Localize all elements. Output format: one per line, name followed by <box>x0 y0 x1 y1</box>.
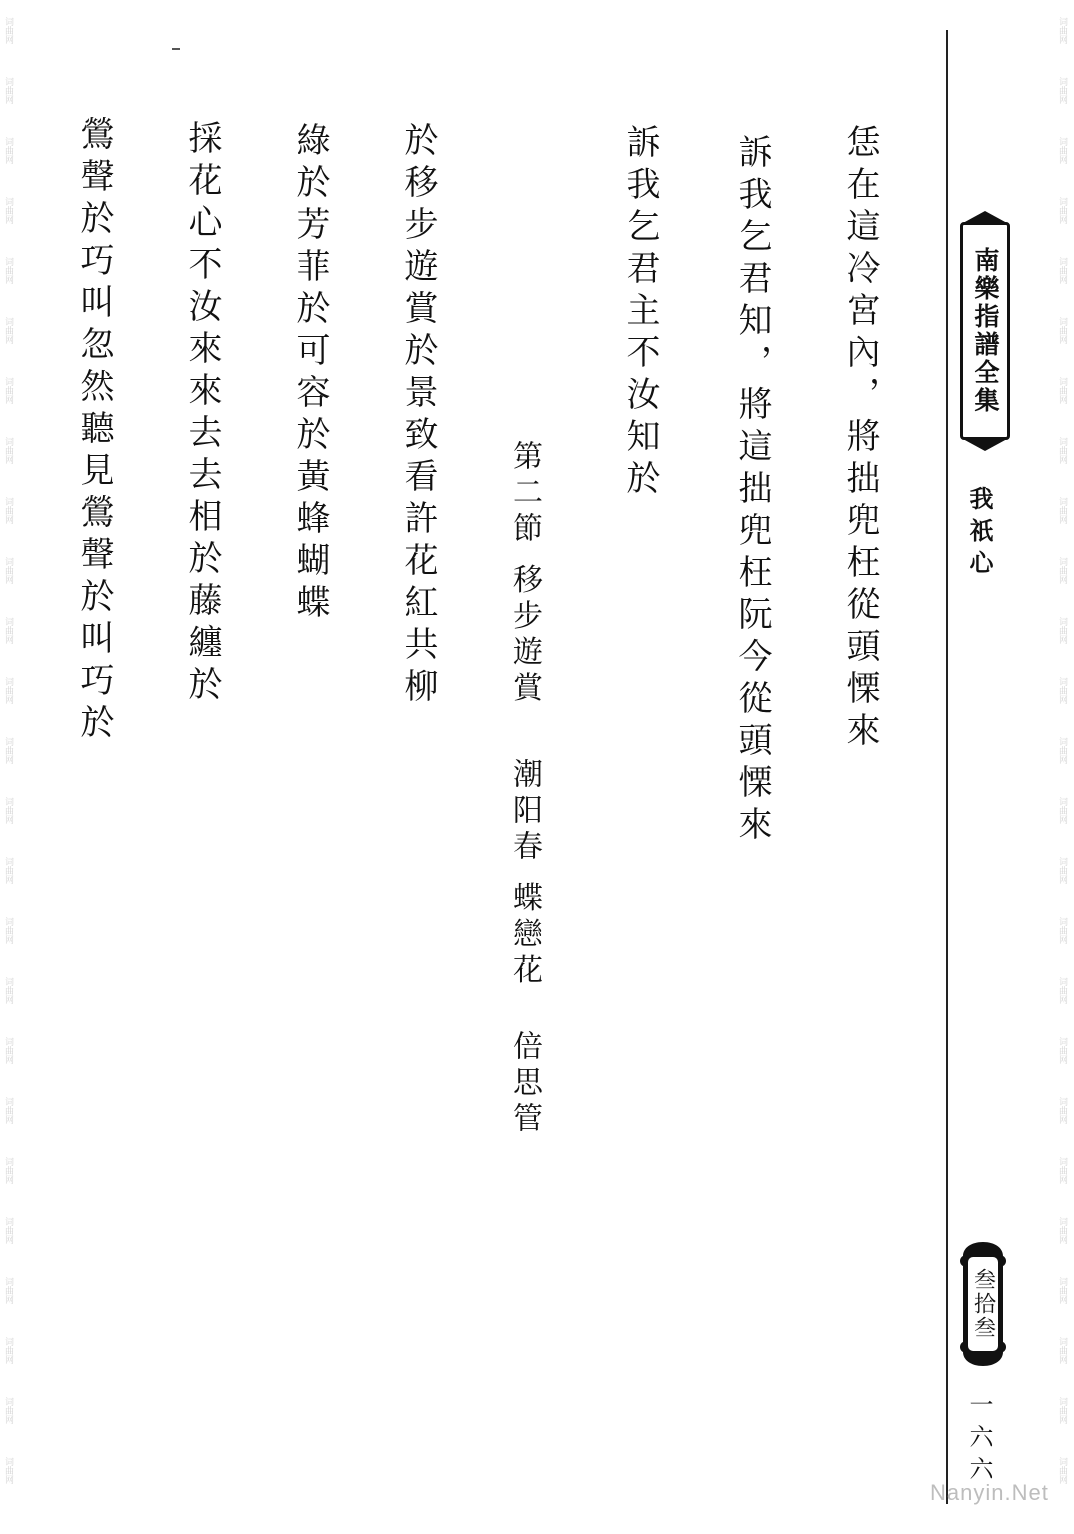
watermark-text: 词曲网 <box>3 976 13 1004</box>
watermark-text: 词曲网 <box>1057 1336 1067 1364</box>
watermark-text: 词曲网 <box>1057 496 1067 524</box>
watermark-text: 词曲网 <box>3 1276 13 1304</box>
page-number: 一六六 <box>965 1392 993 1488</box>
watermark-text: 词曲网 <box>3 1336 13 1364</box>
watermark-text: 词曲网 <box>3 376 13 404</box>
lyric-column-2 <box>732 134 772 848</box>
watermark-text: 词曲网 <box>1057 376 1067 404</box>
lyric-column-1 <box>840 124 880 754</box>
watermark-text: 词曲网 <box>3 676 13 704</box>
watermark-text: 词曲网 <box>1057 1156 1067 1184</box>
lyric-text: 採花心不汝來來去去相於藤纏於 <box>182 120 222 708</box>
watermark-text: 词曲网 <box>1057 196 1067 224</box>
watermark-text: 词曲网 <box>1057 436 1067 464</box>
watermark-text: 词曲网 <box>1057 616 1067 644</box>
watermark-text: 词曲网 <box>1057 256 1067 284</box>
watermark-text: 词曲网 <box>3 1396 13 1424</box>
crop-mark <box>172 48 180 50</box>
lyric-column-3 <box>620 124 660 502</box>
watermark-text: 词曲网 <box>1057 1096 1067 1124</box>
book-title: 南樂指譜全集 <box>971 247 1000 415</box>
mode-name: 倍思管 <box>507 1030 542 1138</box>
watermark-text: 词曲网 <box>3 1456 13 1484</box>
watermark-text: 词曲网 <box>1057 136 1067 164</box>
mode-heading <box>506 1030 542 1138</box>
lyric-text: 恁在這冷宮內，將拙兜枉從頭慄來 <box>840 124 880 754</box>
watermark-text: 词曲网 <box>3 856 13 884</box>
book-title-frame <box>960 222 1010 440</box>
watermark-text: 词曲网 <box>1057 316 1067 344</box>
margin-divider <box>946 30 948 1504</box>
watermark-text: 词曲网 <box>3 556 13 584</box>
section-heading <box>506 440 542 708</box>
site-watermark: Nanyin.Net <box>930 1480 1049 1505</box>
watermark-text: 词曲网 <box>3 1156 13 1184</box>
watermark-text: 词曲网 <box>3 436 13 464</box>
watermark-text: 词曲网 <box>3 256 13 284</box>
piece-title: 我祇心 <box>965 486 993 582</box>
watermark-text: 词曲网 <box>1057 76 1067 104</box>
section-title: 第二節 移步遊賞 <box>507 440 542 708</box>
watermark-text: 词曲网 <box>1057 556 1067 584</box>
lyric-text: 鶯聲於巧叫忽然聽見鶯聲於叫巧於 <box>74 116 114 746</box>
watermark-text: 词曲网 <box>1057 676 1067 704</box>
lyric-text: 於移步遊賞於景致看許花紅共柳 <box>398 122 438 710</box>
watermark-text: 词曲网 <box>1057 1036 1067 1064</box>
watermark-text: 词曲网 <box>1057 1456 1067 1484</box>
watermark-text: 词曲网 <box>1057 796 1067 824</box>
watermark-text: 词曲网 <box>3 496 13 524</box>
watermark-text: 词曲网 <box>1057 736 1067 764</box>
watermark-text: 词曲网 <box>3 16 13 44</box>
watermark-text: 词曲网 <box>3 916 13 944</box>
lyric-text: 訴我乞君主不汝知於 <box>620 124 660 502</box>
watermark-text: 词曲网 <box>3 796 13 824</box>
tune-name: 潮阳春 蝶戀花 <box>507 758 542 990</box>
watermark-text: 词曲网 <box>1057 916 1067 944</box>
lyric-column-6 <box>290 122 330 626</box>
watermark-text: 词曲网 <box>3 616 13 644</box>
tune-heading <box>506 758 542 990</box>
badge-label <box>957 1254 1009 1354</box>
watermark-text: 词曲网 <box>1057 976 1067 1004</box>
watermark-text: 词曲网 <box>1057 856 1067 884</box>
watermark-text: 词曲网 <box>3 1036 13 1064</box>
watermark-text: 词曲网 <box>1057 1276 1067 1304</box>
watermark-text: 词曲网 <box>3 736 13 764</box>
watermark-text: 词曲网 <box>3 1096 13 1124</box>
watermark-strip-left <box>0 0 16 1534</box>
watermark-text: 词曲网 <box>3 136 13 164</box>
badge-number: 叁拾叁 <box>970 1268 996 1340</box>
watermark-strip-right <box>1054 0 1070 1534</box>
lyric-column-7 <box>182 120 222 708</box>
lyric-column-5 <box>398 122 438 710</box>
watermark-text: 词曲网 <box>1057 1216 1067 1244</box>
lyric-text: 綠於芳菲於可容於黃蜂蝴蝶 <box>290 122 330 626</box>
page-badge <box>957 1240 1009 1368</box>
lyric-column-8 <box>74 116 114 746</box>
watermark-text: 词曲网 <box>1057 1396 1067 1424</box>
watermark-text: 词曲网 <box>3 196 13 224</box>
watermark-text: 词曲网 <box>3 76 13 104</box>
watermark-text: 词曲网 <box>3 1216 13 1244</box>
lyric-text: 訴我乞君知，將這拙兜枉阮今從頭慄來 <box>732 134 772 848</box>
watermark-text: 词曲网 <box>3 316 13 344</box>
watermark-text: 词曲网 <box>1057 16 1067 44</box>
